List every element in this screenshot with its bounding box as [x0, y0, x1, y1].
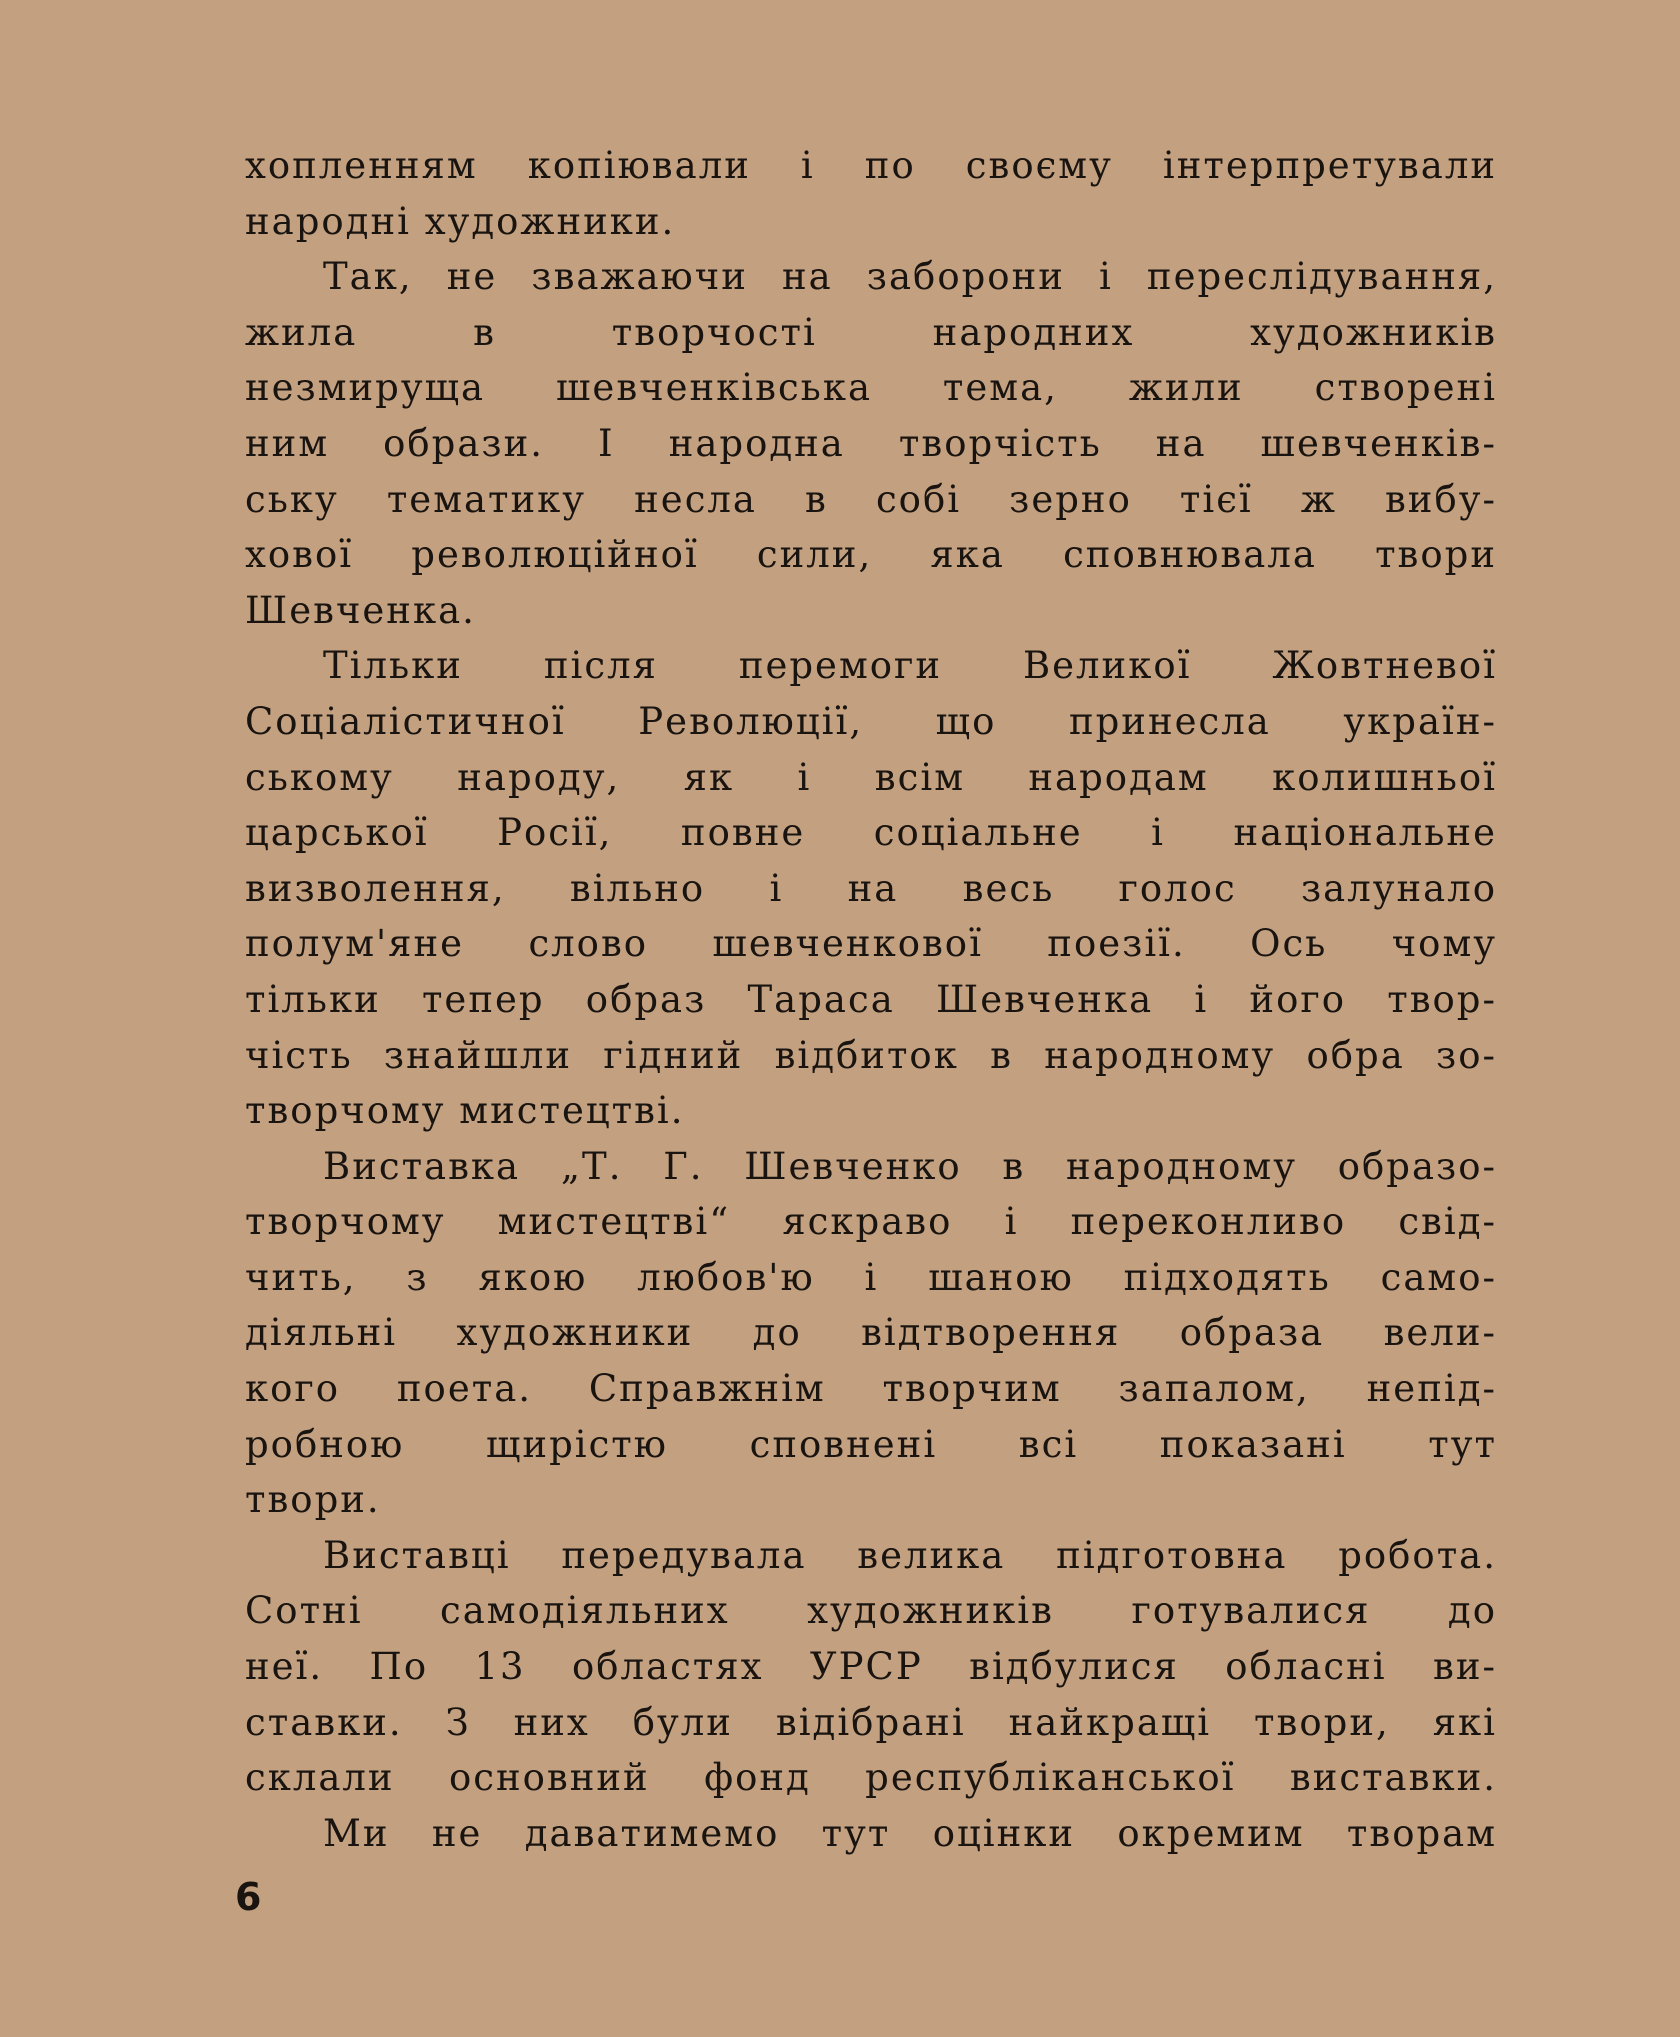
- text-line: Сотні самодіяльних художників готувалися до: [245, 1589, 1497, 1633]
- text-line: творчому мистецтві.: [245, 1089, 685, 1133]
- text-line: діяльні художники до відтворення образа вели-: [245, 1311, 1497, 1355]
- text-line: тільки тепер образ Тараса Шевченка і його твор-: [245, 977, 1497, 1021]
- text-line: Так, не зважаючи на заборони і переслідування,: [323, 255, 1497, 299]
- text-line: кого поета. Справжнім творчим запалом, непід-: [245, 1367, 1497, 1411]
- text-line: ним образи. І народна творчість на шевченків-: [245, 421, 1497, 465]
- text-line: визволення, вільно і на весь голос залунало: [245, 866, 1497, 910]
- text-line: творчому мистецтві“ яскраво і переконливо свід-: [245, 1200, 1497, 1244]
- text-line: ставки. З них були відібрані найкращі твори, які: [245, 1700, 1497, 1744]
- text-line: неї. По 13 областях УРСР відбулися обласні ви-: [245, 1645, 1497, 1689]
- text-line: чість знайшли гідний відбиток в народному обра зо-: [245, 1033, 1497, 1077]
- text-line: царської Росії, повне соціальне і національне: [245, 811, 1497, 855]
- page-number: 6: [235, 1875, 262, 1919]
- body-text: [245, 138, 1497, 1861]
- mirror-line: [0, 0, 1, 1]
- text-line: народні художники.: [245, 199, 676, 243]
- text-line: хової революційної сили, яка сповнювала твори: [245, 533, 1497, 577]
- text-line: незмируща шевченківська тема, жили створені: [245, 366, 1497, 410]
- text-line: ському народу, як і всім народам колишньої: [245, 755, 1497, 799]
- text-line: жила в творчості народних художників: [245, 310, 1497, 354]
- text-line: Шевченка.: [245, 588, 476, 632]
- text-line: склали основний фонд республіканської виставки.: [245, 1756, 1497, 1800]
- text-line: Ми не даватимемо тут оцінки окремим творам: [323, 1811, 1497, 1855]
- text-line: чить, з якою любов'ю і шаною підходять само-: [245, 1255, 1497, 1299]
- text-line: Виставці передувала велика підготовна робота.: [323, 1533, 1497, 1577]
- text-line: Виставка „Т. Г. Шевченко в народному образо-: [323, 1144, 1497, 1188]
- text-line: ську тематику несла в собі зерно тієї ж вибу-: [245, 477, 1497, 521]
- text-line: твори.: [245, 1478, 381, 1522]
- text-line: Тільки після перемоги Великої Жовтневої: [323, 644, 1497, 688]
- text-line: робною щирістю сповнені всі показані тут: [245, 1422, 1497, 1466]
- text-line: Соціалістичної Революції, що принесла україн-: [245, 699, 1497, 743]
- text-line: хопленням копіювали і по своєму інтерпретували: [245, 144, 1497, 187]
- text-line: полум'яне слово шевченкової поезії. Ось чому: [245, 922, 1497, 966]
